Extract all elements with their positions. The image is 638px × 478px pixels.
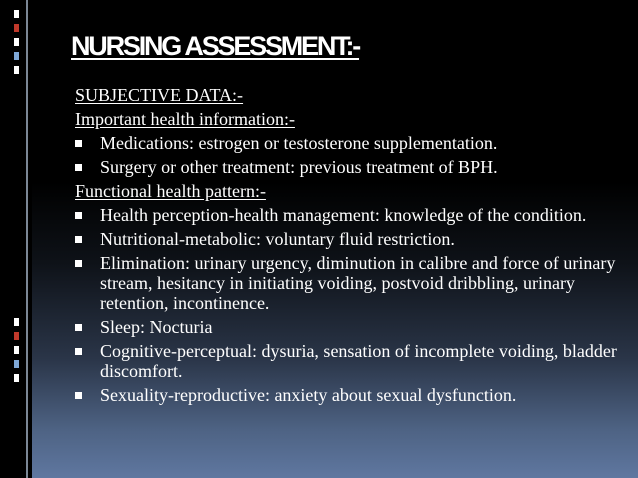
section-heading: Functional health pattern:-: [75, 181, 266, 201]
bullet-text: Elimination: urinary urgency, diminution in calibre and force of urinary stream, hesitancy in initiating voiding, postvoid dribbling, urinary retention, incontinence.: [100, 253, 616, 313]
bullet-item: [75, 341, 620, 381]
bullet-text: Surgery or other treatment: previous treatment of BPH.: [100, 157, 498, 177]
bullet-list: [75, 205, 620, 405]
bullet-text: Medications: estrogen or testosterone supplementation.: [100, 133, 498, 153]
bullet-item: [75, 205, 620, 225]
bullet-item: [75, 253, 620, 313]
square-bullet-icon: [75, 164, 82, 171]
decor-mark: [14, 318, 19, 326]
square-bullet-icon: [75, 140, 82, 147]
slide-body: [75, 85, 620, 409]
decor-mark: [14, 66, 19, 74]
accent-line: [26, 0, 28, 478]
bullet-item: [75, 229, 620, 249]
bullet-text: Sleep: Nocturia: [100, 317, 213, 337]
decor-mark: [14, 332, 19, 340]
bullet-item: [75, 317, 620, 337]
square-bullet-icon: [75, 324, 82, 331]
square-bullet-icon: [75, 260, 82, 267]
bullet-text: Sexuality-reproductive: anxiety about sexual dysfunction.: [100, 385, 517, 405]
slide-title: NURSING ASSESSMENT:-: [71, 31, 360, 61]
bullet-text: Nutritional-metabolic: voluntary fluid restriction.: [100, 229, 455, 249]
decor-mark: [14, 10, 19, 18]
section-heading: SUBJECTIVE DATA:-: [75, 85, 244, 105]
bullet-list: [75, 133, 620, 177]
decor-mark: [14, 360, 19, 368]
section-heading: Important health information:-: [75, 109, 295, 129]
decor-mark: [14, 374, 19, 382]
square-bullet-icon: [75, 212, 82, 219]
decor-mark: [14, 24, 19, 32]
square-bullet-icon: [75, 236, 82, 243]
decor-mark: [14, 346, 19, 354]
square-bullet-icon: [75, 392, 82, 399]
bullet-item: [75, 385, 620, 405]
bullet-text: Health perception-health management: knowledge of the condition.: [100, 205, 587, 225]
bullet-item: [75, 133, 620, 153]
decor-mark: [14, 38, 19, 46]
bullet-text: Cognitive-perceptual: dysuria, sensation of incomplete voiding, bladder discomfort.: [100, 341, 617, 381]
square-bullet-icon: [75, 348, 82, 355]
decor-mark: [14, 52, 19, 60]
bullet-item: [75, 157, 620, 177]
